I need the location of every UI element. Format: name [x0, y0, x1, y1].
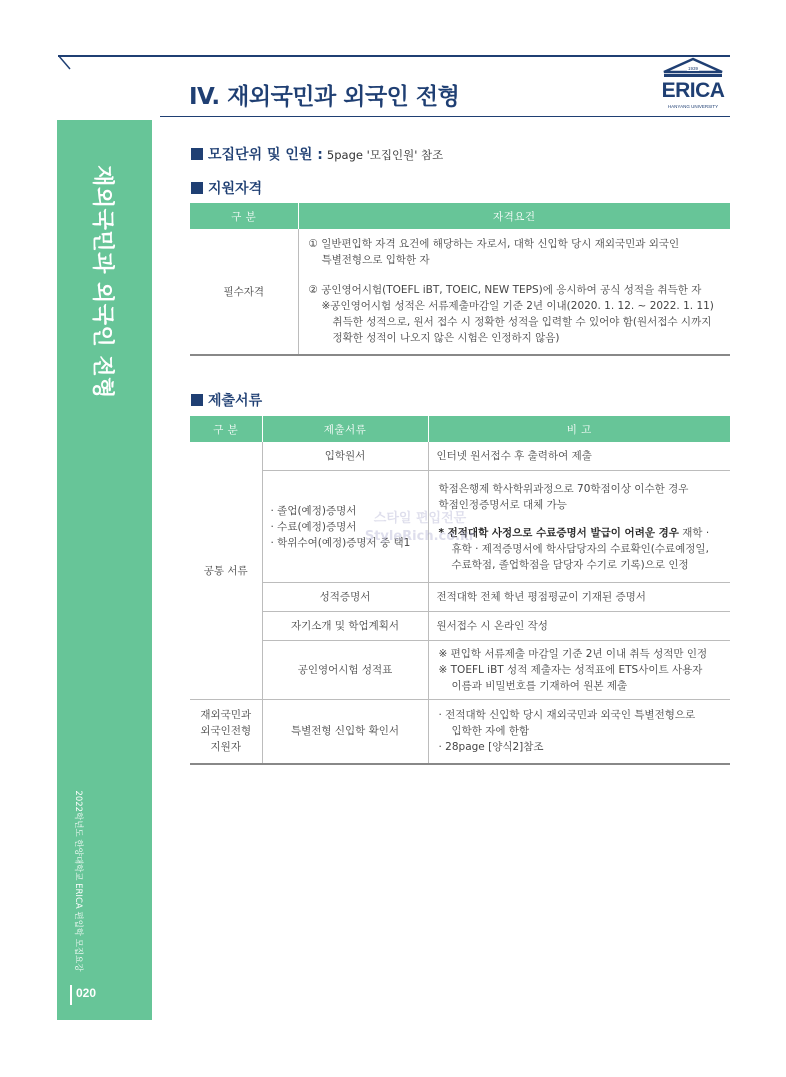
sidebar-footer: 2022학년도 한양대학교 ERICA 편입학 모집요강 [73, 790, 83, 972]
group-label-line: 지원자 [210, 741, 241, 754]
note-line: 수료학점, 졸업학점을 담당자 수기로 기록)으로 인정 [451, 558, 689, 571]
section-colon: : [317, 147, 323, 163]
eligibility-table [190, 203, 730, 356]
note-emphasis: * 전적대학 사정으로 수료증명서 발급이 어려운 경우 [438, 526, 679, 539]
note-line: · 전적대학 신입학 당시 재외국민과 외국인 특별전형으로 [438, 709, 696, 722]
section-heading: 지원자격 [208, 181, 263, 197]
document-line: · 수료(예정)증명서 [270, 520, 357, 533]
logo-wordmark: ERICA [661, 79, 725, 102]
table-row [190, 583, 730, 612]
document-line: · 졸업(예정)증명서 [270, 504, 357, 517]
column-header: 제출서류 [262, 416, 428, 442]
square-bullet-icon [191, 148, 203, 160]
logo-subtitle: HANYANG UNIVERSITY [667, 104, 719, 109]
eligibility-details [298, 229, 730, 355]
section-note: 5page '모집인원' 참조 [326, 148, 444, 162]
table-row [190, 442, 730, 471]
note-line: · 28page [양식2]참조 [438, 741, 544, 754]
document-line: · 학위수여(예정)증명서 중 택1 [270, 536, 411, 549]
document-name: 성적증명서 [262, 583, 428, 612]
document-note [428, 471, 730, 583]
detail-line: 특별전형으로 입학한 자 [321, 253, 430, 266]
detail-line: 취득한 성적으로, 원서 접수 시 정확한 성적을 입력할 수 있어야 함(원서접수 시까지 [332, 315, 712, 328]
detail-line: 정확한 성적이 나오지 않은 시험은 인정하지 않음) [332, 331, 560, 344]
section-heading: 제출서류 [208, 393, 263, 409]
watermark-line: StyleRich.co.kr [364, 529, 476, 544]
header-top-rule [58, 55, 730, 57]
column-header: 구 분 [190, 416, 262, 442]
table-header-row [190, 416, 730, 442]
table-row [190, 612, 730, 641]
table-header-row [190, 203, 730, 229]
square-bullet-icon [191, 182, 203, 194]
document-name: 공인영어시험 성적표 [262, 641, 428, 700]
note-line: 휴학 · 제적증명서에 학사담당자의 수료확인(수료예정일, [451, 542, 709, 555]
sidebar-title: 재외국민과 외국인 전형 [89, 165, 115, 399]
document-name: 자기소개 및 학업계획서 [262, 612, 428, 641]
documents-table [190, 416, 730, 765]
document-note: 전적대학 전체 학년 평점평균이 기재된 증명서 [428, 583, 730, 612]
row-label: 필수자격 [190, 229, 298, 355]
square-bullet-icon [191, 394, 203, 406]
detail-line: ① 일반편입학 자격 요건에 해당하는 자로서, 대학 신입학 당시 재외국민과 외국인 [308, 237, 680, 250]
column-header: 자격요건 [298, 203, 730, 229]
section-heading: 모집단위 및 인원 [208, 147, 313, 163]
table-row [190, 641, 730, 700]
column-header: 구 분 [190, 203, 298, 229]
group-label-line: 외국인전형 [200, 725, 252, 738]
group-label [190, 700, 262, 764]
note-line: 학점은행제 학사학위과정으로 70학점이상 이수한 경우 [438, 482, 689, 495]
note-line: ※ TOEFL iBT 성적 제출자는 성적표에 ETS사이트 사용자 [438, 664, 703, 676]
group-label-line: 재외국민과 [200, 709, 252, 722]
group-label: 공통 서류 [190, 442, 262, 700]
note-line: 이름과 비밀번호를 기재하여 원본 제출 [451, 680, 628, 692]
document-name: 입학원서 [262, 442, 428, 471]
detail-line: ② 공인영어시험(TOEFL iBT, TOEIC, NEW TEPS)에 응시하여 공식 성적을 취득한 자 [308, 283, 702, 296]
document-note: 원서접수 시 온라인 작성 [428, 612, 730, 641]
note-line: 입학한 자에 한함 [451, 725, 530, 738]
logo-year: 1939 [687, 66, 698, 71]
document-note [428, 641, 730, 700]
document-name: 특별전형 신입학 확인서 [262, 700, 428, 764]
note-line: 학점인정증명서로 대체 가능 [438, 498, 567, 511]
detail-line: ※공인영어시험 성적은 서류제출마감일 기준 2년 이내(2020. 1. 12. ~ 2022. 1. 11) [321, 299, 714, 312]
page-number: 020 [76, 986, 97, 1000]
watermark-line: 스타일 편입전문 [373, 511, 467, 526]
section-recruitment-units [191, 144, 443, 164]
header-corner-mark [58, 55, 74, 71]
section-eligibility [191, 178, 262, 198]
document-note [428, 700, 730, 764]
erica-logo [660, 57, 726, 114]
page-number-mark [70, 985, 72, 1005]
table-row [190, 471, 730, 583]
section-documents [191, 390, 262, 410]
document-name [262, 471, 428, 583]
header-bottom-rule [160, 116, 730, 117]
page-title: IV. 재외국민과 외국인 전형 [189, 84, 460, 110]
column-header: 비 고 [428, 416, 730, 442]
note-line: 재학 · [682, 526, 710, 539]
document-note: 인터넷 원서접수 후 출력하여 제출 [428, 442, 730, 471]
table-row [190, 700, 730, 764]
table-row [190, 229, 730, 355]
note-line: ※ 편입학 서류제출 마감일 기준 2년 이내 취득 성적만 인정 [438, 648, 708, 660]
